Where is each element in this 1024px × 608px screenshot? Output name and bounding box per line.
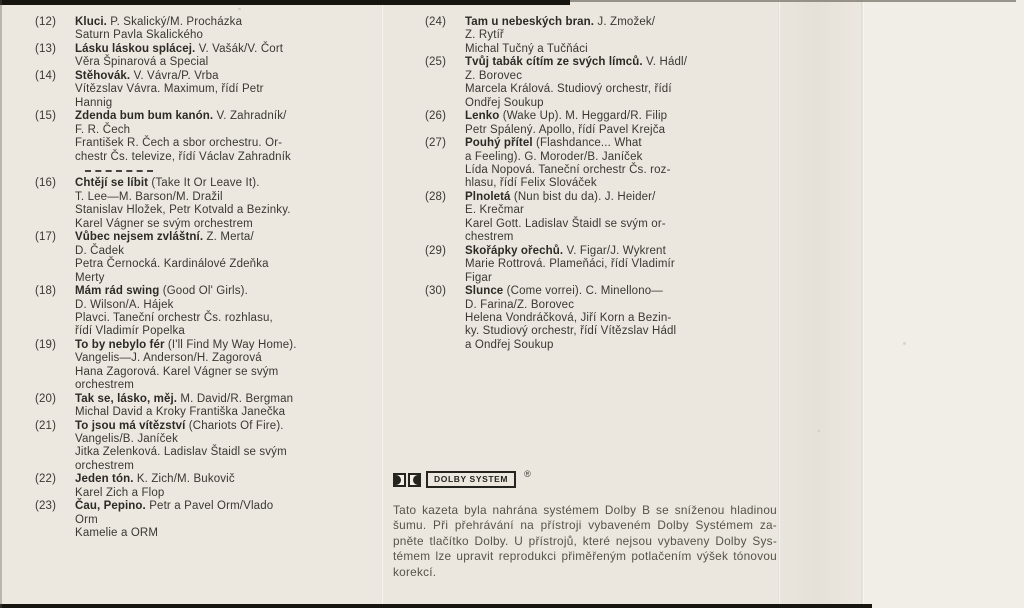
track-entry: [425, 110, 763, 137]
track-line: To jsou má vítězství (Chariots Of Fire).: [75, 419, 284, 432]
track-lines: [75, 393, 373, 420]
dolby-logo: [393, 468, 531, 488]
track-number: (12): [35, 16, 57, 28]
track-line: orchestrem: [75, 379, 135, 392]
track-line: D. Wilson/A. Hájek: [75, 298, 174, 311]
track-number: (27): [425, 137, 447, 150]
track-lines: [465, 110, 763, 137]
track-lines: [75, 177, 373, 231]
panel-blank-flap: [863, 0, 1024, 608]
track-entry: [35, 110, 373, 164]
dolby-notice-paragraph: [393, 503, 777, 580]
track-lines: [465, 16, 763, 56]
track-entry: [425, 56, 763, 110]
track-line: Lásku láskou splácej. V. Vašák/V. Čort: [75, 42, 284, 55]
paper-speck: [818, 430, 820, 432]
track-number: (17): [35, 231, 57, 244]
track-line: chestrem: [465, 231, 514, 244]
track-lines: [75, 285, 373, 339]
track-lines: [465, 137, 763, 191]
track-line: Petr Spálený. Apollo, řídí Pavel Krejča: [465, 123, 666, 136]
track-lines: [465, 245, 763, 285]
track-entry: [425, 285, 763, 352]
track-number: (28): [425, 190, 447, 203]
track-line: Marie Rottrová. Plameňáci, řídí Vladimír: [465, 258, 675, 271]
track-line: Jitka Zelenková. Ladislav Štaidl se svým: [75, 446, 287, 459]
notice-line: korekcí.: [393, 564, 437, 579]
track-number: (14): [35, 69, 57, 82]
track-line: Stěhovák. V. Vávra/P. Vrba: [75, 69, 219, 82]
track-entry: [35, 500, 373, 540]
track-line: T. Lee—M. Barson/M. Dražil: [75, 190, 223, 203]
tracklist-column-right: [425, 16, 763, 352]
track-number: (19): [35, 338, 57, 351]
track-line: Tak se, lásko, měj. M. David/R. Bergman: [75, 392, 294, 405]
track-entry: [425, 137, 763, 191]
track-line: Tam u nebeských bran. J. Zmožek/: [465, 16, 656, 28]
track-lines: [465, 56, 763, 110]
track-lines: [75, 43, 373, 70]
scan-edge-left: [0, 0, 2, 608]
track-number: (24): [425, 16, 447, 28]
track-line: Čau, Pepino. Petr a Pavel Orm/Vlado: [75, 500, 274, 513]
track-line: Hana Zagorová. Karel Vágner se svým: [75, 365, 279, 378]
track-number: (26): [425, 110, 447, 123]
track-number: (29): [425, 244, 447, 257]
track-line: Jeden tón. K. Zich/M. Bukovič: [75, 473, 235, 486]
track-line: Z. Borovec: [465, 69, 523, 82]
track-line: Orm: [75, 513, 98, 526]
track-line: Karel Gott. Ladislav Štaidl se svým or-: [465, 217, 666, 230]
track-line: E. Krečmar: [465, 204, 525, 217]
track-lines: [75, 16, 373, 43]
track-line: Hannig: [75, 96, 113, 109]
track-lines: [465, 285, 763, 352]
track-line: Michal David a Kroky Františka Janečka: [75, 406, 286, 419]
track-line: orchestrem: [75, 459, 135, 472]
track-number: (30): [425, 285, 447, 298]
track-line: Petra Černocká. Kardinálové Zdeňka: [75, 258, 269, 271]
track-lines: [75, 70, 373, 110]
track-line: hlasu, řídí Felix Slováček: [465, 177, 597, 190]
track-line: To by nebylo fér (I'll Find My Way Home).: [75, 338, 297, 351]
dolby-d-left: [393, 473, 406, 487]
track-line: Lenko (Wake Up). M. Heggard/R. Filip: [465, 110, 668, 123]
track-line: D. Farina/Z. Borovec: [465, 298, 575, 311]
track-line: Helena Vondráčková, Jiří Korn a Bezin-: [465, 311, 672, 324]
track-line: Věra Špinarová a Special: [75, 56, 209, 69]
track-line: František R. Čech a sbor orchestru. Or-: [75, 137, 283, 150]
track-number: (21): [35, 419, 57, 432]
track-lines: [75, 231, 373, 285]
side-divider: [35, 164, 373, 177]
dolby-system-label: DOLBY SYSTEM: [426, 471, 516, 488]
notice-line: šumu. Při přehrávání na přístroji vybaveném Dolby Systémem za-: [393, 518, 777, 533]
track-line: Kamelie a ORM: [75, 527, 159, 540]
track-lines: [75, 339, 373, 393]
scan-edge-top: [0, 0, 570, 5]
track-lines: [75, 473, 373, 500]
dolby-d-right: [408, 473, 421, 487]
paper-speck: [903, 342, 906, 345]
track-entry: [425, 245, 763, 285]
track-line: a Feeling). G. Moroder/B. Janíček: [465, 150, 643, 163]
track-line: Pouhý přítel (Flashdance... What: [465, 137, 642, 150]
track-entry: [35, 339, 373, 393]
track-line: Stanislav Hložek, Petr Kotvald a Bezinky.: [75, 204, 291, 217]
track-lines: [75, 420, 373, 474]
track-line: Slunce (Come vorrei). C. Minellono—: [465, 285, 663, 298]
track-line: Plnoletá (Nun bist du da). J. Heider/: [465, 190, 656, 203]
track-line: a Ondřej Soukup: [465, 338, 554, 351]
track-line: Tvůj tabák cítím ze svých límců. V. Hádl/: [465, 56, 688, 69]
track-entry: [35, 285, 373, 339]
track-line: Karel Zich a Flop: [75, 486, 165, 499]
track-line: Merty: [75, 271, 105, 284]
fold-crease: [381, 0, 384, 608]
track-line: Ondřej Soukup: [465, 96, 544, 109]
notice-line: témem lze upravit reprodukci přiměřeným potlačením výšek tónovou: [393, 549, 777, 564]
track-line: Vangelis/B. Janíček: [75, 433, 178, 446]
track-line: Kluci. P. Skalický/M. Procházka: [75, 16, 243, 28]
track-number: (18): [35, 285, 57, 298]
track-lines: [75, 500, 373, 540]
track-entry: [35, 231, 373, 285]
track-entry: [35, 420, 373, 474]
track-line: D. Čadek: [75, 244, 125, 257]
track-entry: [35, 43, 373, 70]
track-number: (20): [35, 392, 57, 405]
track-line: Mám rád swing (Good Ol' Girls).: [75, 285, 248, 298]
track-line: Karel Vágner se svým orchestrem: [75, 217, 253, 230]
track-number: (15): [35, 110, 57, 123]
fold-crease: [861, 0, 864, 608]
track-lines: [465, 191, 763, 245]
track-line: Marcela Králová. Studiový orchestr, řídí: [465, 83, 672, 96]
tracklist-column-left: [35, 16, 373, 541]
track-entry: [35, 473, 373, 500]
panel-fold-strip: [780, 0, 863, 608]
track-number: (13): [35, 42, 57, 55]
registered-trademark: ®: [524, 468, 531, 479]
track-entry: [425, 191, 763, 245]
scan-edge-top: [570, 0, 1016, 2]
track-number: (23): [35, 500, 57, 513]
dolby-double-d-icon: [393, 473, 421, 487]
track-line: Saturn Pavla Skalického: [75, 29, 204, 42]
track-line: F. R. Čech: [75, 123, 131, 136]
track-number: (25): [425, 56, 447, 69]
track-line: Zdenda bum bum kanón. V. Zahradník/: [75, 110, 287, 123]
track-line: Plavci. Taneční orchestr Čs. rozhlasu,: [75, 311, 273, 324]
track-line: Vangelis—J. Anderson/H. Zagorová: [75, 352, 262, 365]
track-entry: [35, 393, 373, 420]
track-line: chestr Čs. televize, řídí Václav Zahradník: [75, 150, 291, 163]
track-line: Skořápky ořechů. V. Figar/J. Wykrent: [465, 244, 666, 257]
track-line: řídí Vladimír Popelka: [75, 325, 185, 338]
track-entry: [35, 70, 373, 110]
track-line: Lída Nopová. Taneční orchestr Čs. roz-: [465, 163, 671, 176]
scan-edge-bottom: [0, 604, 872, 608]
track-line: ky. Studiový orchestr, řídí Vítězslav Hádl: [465, 325, 677, 338]
track-line: Figar: [465, 271, 492, 284]
track-number: (22): [35, 473, 57, 486]
track-line: Chtějí se líbit (Take It Or Leave It).: [75, 177, 260, 190]
notice-line: pněte tlačítko Dolby. U přístrojů, které nejsou vybaveny Dolby Sys-: [393, 533, 777, 548]
track-line: Michal Tučný a Tučňáci: [465, 42, 588, 55]
track-entry: [35, 16, 373, 43]
paper-speck: [238, 8, 241, 10]
track-line: Z. Rytíř: [465, 29, 504, 42]
track-entry: [35, 177, 373, 231]
track-entry: [425, 16, 763, 56]
track-line: Vítězslav Vávra. Maximum, řídí Petr: [75, 83, 264, 96]
notice-line: Tato kazeta byla nahrána systémem Dolby B se sníženou hladinou: [393, 503, 777, 517]
fold-crease: [778, 0, 781, 608]
track-number: (16): [35, 177, 57, 190]
track-lines: [75, 110, 373, 164]
track-line: Vůbec nejsem zvláštní. Z. Merta/: [75, 231, 254, 244]
